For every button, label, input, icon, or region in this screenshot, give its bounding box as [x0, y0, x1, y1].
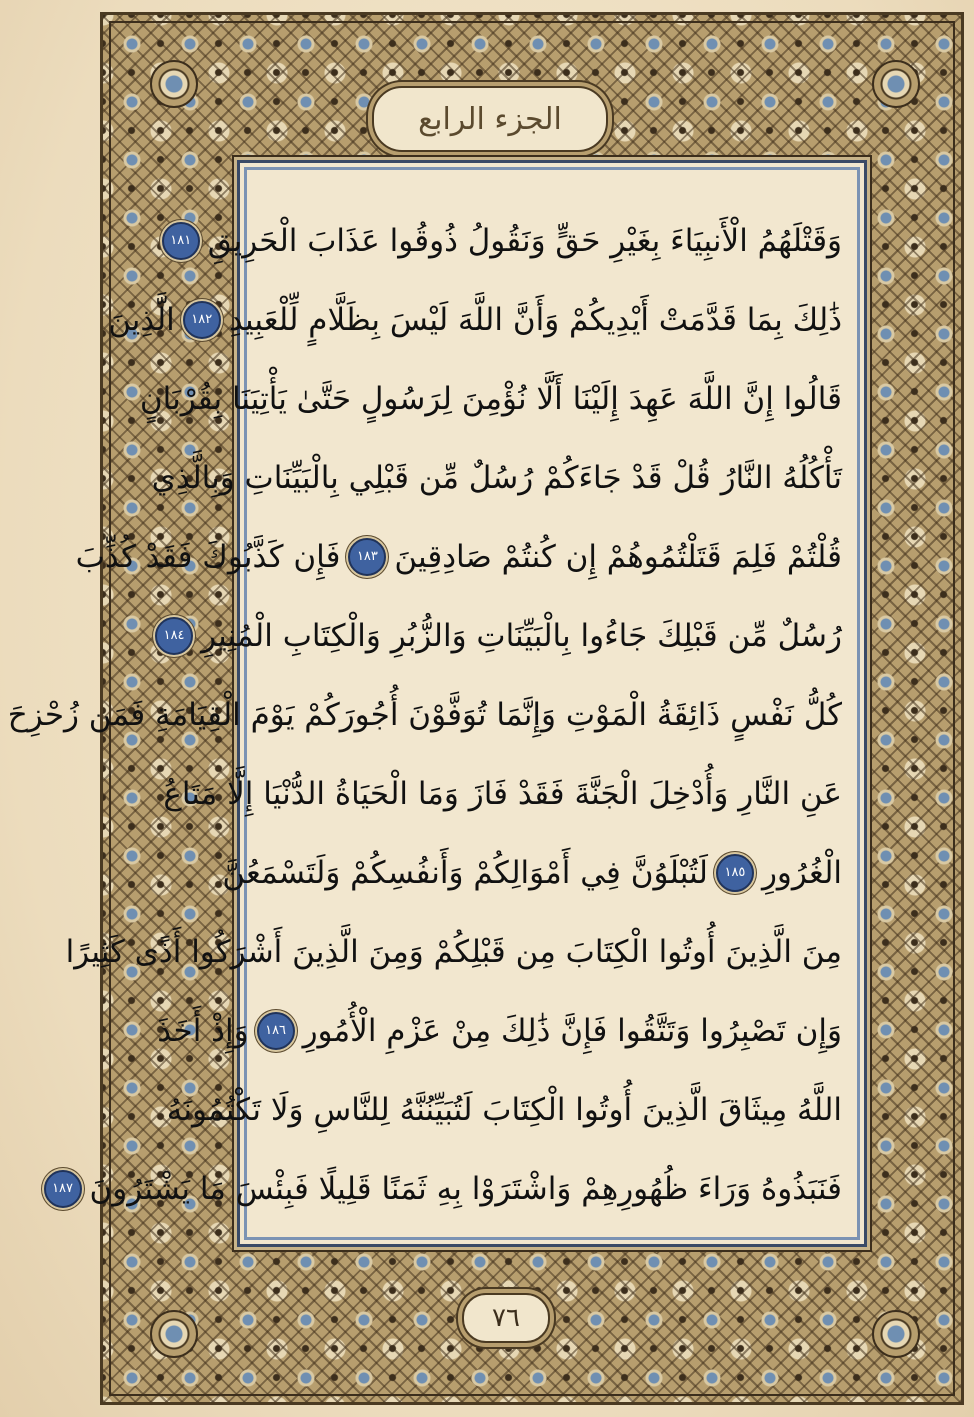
ayah-number-marker: ١٨١	[162, 222, 200, 260]
ayah-number-marker: ١٨٦	[257, 1012, 295, 1050]
ayah-number-marker: ١٨٢	[183, 301, 221, 339]
verse-text-continued: وَإِذْ أَخَذَ	[157, 1012, 249, 1049]
verse-text: مِنَ الَّذِينَ أُوتُوا الْكِتَابَ مِن قَبْلِكُمْ وَمِنَ الَّذِينَ أَشْرَكُوا أَذًى كَثِيرًا	[65, 933, 842, 970]
verse-text: قُلْتُمْ فَلِمَ قَتَلْتُمُوهُمْ إِن كُنتُمْ صَادِقِينَ	[394, 538, 842, 575]
verse-line	[52, 1149, 842, 1228]
verse-text: اللَّهُ مِيثَاقَ الَّذِينَ أُوتُوا الْكِتَابَ لَتُبَيِّنُنَّهُ لِلنَّاسِ وَلَا تَكْتُمُونَهُ	[166, 1091, 842, 1128]
verse-text: الْغُرُورِ	[761, 854, 842, 891]
verse-text: وَإِن تَصْبِرُوا وَتَتَّقُوا فَإِنَّ ذَٰلِكَ مِنْ عَزْمِ الْأُمُورِ	[302, 1012, 842, 1049]
verse-text: عَنِ النَّارِ وَأُدْخِلَ الْجَنَّةَ فَقَدْ فَازَ وَمَا الْحَيَاةُ الدُّنْيَا إِلَّا مَتَاعُ	[163, 775, 842, 812]
verse-line	[222, 833, 842, 912]
verse-text: تَأْكُلُهُ النَّارُ قُلْ قَدْ جَاءَكُمْ رُسُلٌ مِّن قَبْلِي بِالْبَيِّنَاتِ وَبِالَّذِي	[151, 459, 842, 496]
verse-line	[163, 754, 842, 833]
ayah-number-marker: ١٨٤	[155, 617, 193, 655]
verse-text: قَالُوا إِنَّ اللَّهَ عَهِدَ إِلَيْنَا أَلَّا نُؤْمِنَ لِرَسُولٍ حَتَّىٰ يَأْتِيَنَا بِقُرْبَانٍ	[139, 380, 842, 417]
corner-rosette-icon	[150, 60, 198, 108]
verse-text-continued: فَإِن كَذَّبُوكَ فَقَدْ كُذِّبَ	[75, 538, 341, 575]
ayah-number-marker: ١٨٧	[44, 1170, 82, 1208]
page-number: ٧٦	[462, 1293, 550, 1343]
verse-line	[65, 912, 842, 991]
verse-line	[75, 517, 842, 596]
verse-line	[108, 280, 842, 359]
corner-rosette-icon	[150, 1310, 198, 1358]
text-panel	[7, 160, 867, 1247]
verse-line	[139, 359, 842, 438]
verse-text: وَقَتْلَهُمُ الْأَنبِيَاءَ بِغَيْرِ حَقٍّ وَنَقُولُ ذُوقُوا عَذَابَ الْحَرِيقِ	[207, 222, 842, 259]
verse-text: رُسُلٌ مِّن قَبْلِكَ جَاءُوا بِالْبَيِّنَاتِ وَالزُّبُرِ وَالْكِتَابِ الْمُنِيرِ	[201, 617, 842, 654]
ayah-number-marker: ١٨٥	[716, 854, 754, 892]
verse-lines	[7, 201, 842, 1228]
ayah-number-marker: ١٨٣	[348, 538, 386, 576]
juz-header	[372, 86, 608, 152]
verse-text-continued: لَتُبْلَوُنَّ فِي أَمْوَالِكُمْ وَأَنفُسِكُمْ وَلَتَسْمَعُنَّ	[222, 854, 708, 891]
verse-line	[166, 1070, 842, 1149]
corner-rosette-icon	[872, 60, 920, 108]
verse-line	[170, 201, 842, 280]
corner-rosette-icon	[872, 1310, 920, 1358]
verse-text: ذَٰلِكَ بِمَا قَدَّمَتْ أَيْدِيكُمْ وَأَنَّ اللَّهَ لَيْسَ بِظَلَّامٍ لِّلْعَبِيدِ	[228, 301, 842, 338]
verse-line	[7, 675, 842, 754]
verse-text: فَنَبَذُوهُ وَرَاءَ ظُهُورِهِمْ وَاشْتَرَوْا بِهِ ثَمَنًا قَلِيلًا فَبِئْسَ مَا يَشْتَرُونَ	[89, 1170, 842, 1207]
verse-line	[163, 596, 842, 675]
verse-text-continued: الَّذِينَ	[108, 301, 175, 338]
verse-text: كُلُّ نَفْسٍ ذَائِقَةُ الْمَوْتِ وَإِنَّمَا تُوَفَّوْنَ أُجُورَكُمْ يَوْمَ الْقِيَامَةِ فَمَن زُحْزِحَ	[7, 696, 842, 733]
juz-title: الجزء الرابع	[418, 101, 562, 137]
verse-line	[151, 438, 842, 517]
verse-line	[157, 991, 842, 1070]
